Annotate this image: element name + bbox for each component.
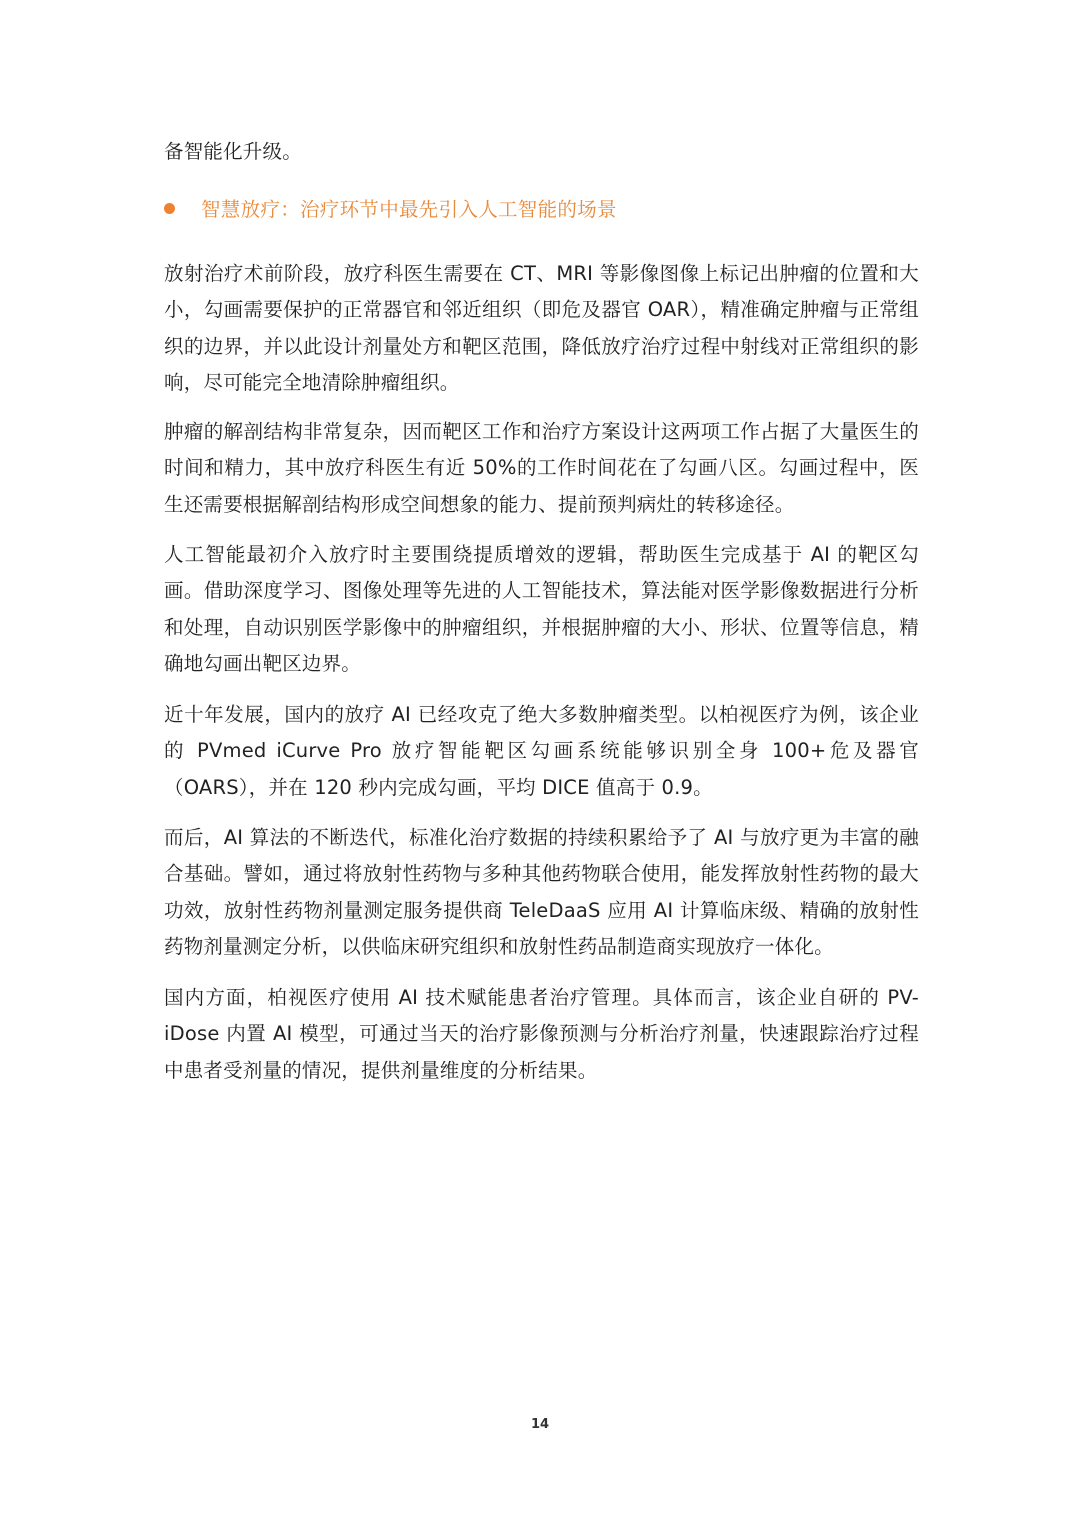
bullet-dot-icon <box>164 203 175 214</box>
page-number: 14 <box>530 1417 550 1432</box>
section-heading-text: 智慧放疗：治疗环节中最先引入人工智能的场景 <box>201 198 617 221</box>
body-paragraph: 人工智能最初介入放疗时主要围绕提质增效的逻辑，帮助医生完成基于 AI 的靶区勾画。借助深度学习、图像处理等先进的人工智能技术，算法能对医学影像数据进行分析和处理，自动识别医学影像中的肿瘤组织，并根据肿瘤的大小、形状、位置等信息，精确地勾画出靶区边界。 <box>164 543 919 675</box>
section-heading <box>164 192 617 224</box>
body-paragraph: 而后，AI 算法的不断迭代，标准化治疗数据的持续积累给予了 AI 与放疗更为丰富的融合基础。譬如，通过将放射性药物与多种其他药物联合使用，能发挥放射性药物的最大功效，放射性药物剂量测定服务提供商 TeleDaaS 应用 AI 计算临床级、精确的放射性药物剂量测定分析，以供临床研究组织和放射性药品制造商实现放疗一体化。 <box>164 826 919 958</box>
body-paragraph: 放射治疗术前阶段，放疗科医生需要在 CT、MRI 等影像图像上标记出肿瘤的位置和大小，勾画需要保护的正常器官和邻近组织（即危及器官 OAR），精准确定肿瘤与正常组织的边界，并以此设计剂量处方和靶区范围，降低放疗治疗过程中射线对正常组织的影响，尽可能完全地清除肿瘤组织。 <box>164 262 919 394</box>
body-paragraph: 国内方面，柏视医疗使用 AI 技术赋能患者治疗管理。具体而言，该企业自研的 PV-iDose 内置 AI 模型，可通过当天的治疗影像预测与分析治疗剂量，快速跟踪治疗过程中患者受剂量的情况，提供剂量维度的分析结果。 <box>164 986 919 1082</box>
body-paragraph: 肿瘤的解剖结构非常复杂，因而靶区工作和治疗方案设计这两项工作占据了大量医生的时间和精力，其中放疗科医生有近 50%的工作时间花在了勾画八区。勾画过程中，医生还需要根据解剖结构形成空间想象的能力、提前预判病灶的转移途径。 <box>164 420 919 516</box>
body-paragraph: 近十年发展，国内的放疗 AI 已经攻克了绝大多数肿瘤类型。以柏视医疗为例，该企业的 PVmed iCurve Pro 放疗智能靶区勾画系统能够识别全身 100+危及器官（OARS），并在 120 秒内完成勾画，平均 DICE 值高于 0.9。 <box>164 703 919 799</box>
continuation-text: 备智能化升级。 <box>164 140 302 163</box>
